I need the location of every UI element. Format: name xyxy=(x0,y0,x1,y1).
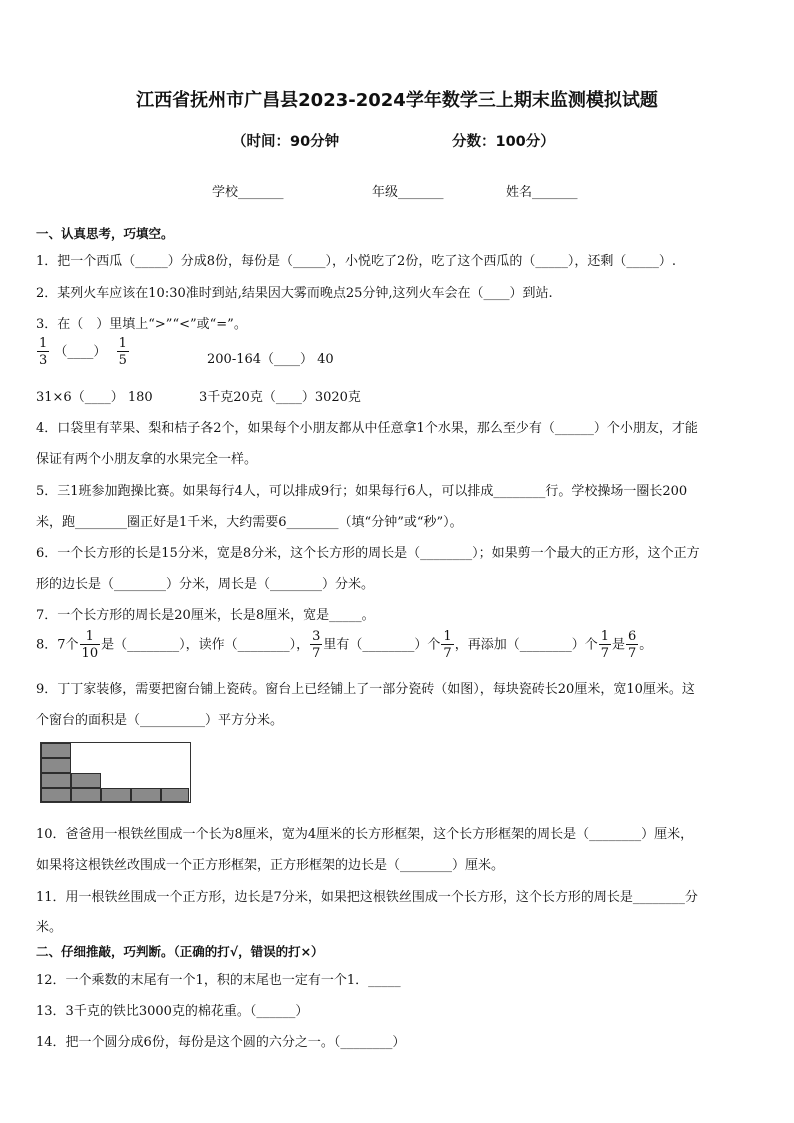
fraction-numerator: 6 xyxy=(628,629,637,644)
fraction-numerator: 1 xyxy=(443,629,452,644)
question-6-line-2: 形的边长是（________）分米，周长是（________）分米。 xyxy=(36,577,375,592)
fraction-denominator: 7 xyxy=(312,646,321,661)
answer-blank: （____） xyxy=(54,344,107,360)
windowsill-tile-figure xyxy=(40,742,191,803)
section-heading: 二、仔细推敲，巧判断。（正确的打√，错误的打×） xyxy=(36,944,324,959)
fraction-denominator: 7 xyxy=(628,646,637,661)
question-3-row-1 xyxy=(36,337,130,367)
question-11-line-2: 米。 xyxy=(36,920,63,935)
question-9-line-1: 9．丁丁家装修，需要把窗台铺上瓷砖。窗台上已经铺上了一部分瓷砖（如图），每块瓷砖长20厘米，宽10厘米。这 xyxy=(36,682,695,697)
fraction-numerator: 1 xyxy=(600,629,609,644)
question-5-line-2: 米，跑________圈正好是1千米，大约需要6________（填“分钟”或“秒”）。 xyxy=(36,515,463,530)
tile xyxy=(161,788,189,802)
question-14: 14．把一个圆分成6份，每份是这个圆的六分之一。（________） xyxy=(36,1035,406,1050)
fraction xyxy=(80,630,101,660)
comparison-expression: 3千克20克（____）3020克 xyxy=(199,390,361,405)
school-field: 学校_______ xyxy=(212,185,284,200)
fraction-denominator: 10 xyxy=(81,646,99,661)
question-3: 3．在（ ）里填上“>”“<”或“=”。 xyxy=(36,317,247,332)
question-11-line-1: 11．用一根铁丝围成一个正方形，边长是7分米，如果把这根铁丝围成一个长方形，这个长方形的周长是________分 xyxy=(36,890,698,905)
page-title: 江西省抚州市广昌县2023-2024学年数学三上期末监测模拟试题 xyxy=(136,90,658,111)
tile xyxy=(41,758,71,773)
fraction-denominator: 7 xyxy=(600,646,609,661)
question-4-line-2: 保证有两个小朋友拿的水果完全一样。 xyxy=(36,452,258,467)
question-10-line-1: 10．爸爸用一根铁丝围成一个长为8厘米，宽为4厘米的长方形框架，这个长方形框架的周长是（________）厘米， xyxy=(36,827,694,842)
question-10-line-2: 如果将这根铁丝改围成一个正方形框架，正方形框架的边长是（________）厘米。 xyxy=(36,858,505,873)
section-heading: 一、认真思考，巧填空。 xyxy=(36,226,174,241)
tile xyxy=(131,788,161,802)
question-9-line-2: 个窗台的面积是（__________）平方分米。 xyxy=(36,713,284,728)
fraction-denominator: 3 xyxy=(39,353,48,368)
tile xyxy=(41,773,71,788)
tile xyxy=(71,773,101,788)
question-8 xyxy=(36,630,652,660)
question-6-line-1: 6．一个长方形的长是15分米，宽是8分米，这个长方形的周长是（________）；如果剪一个最大的正方形，这个正方 xyxy=(36,546,700,561)
fraction-denominator: 7 xyxy=(443,646,452,661)
fraction-numerator: 1 xyxy=(118,336,127,351)
fraction-numerator: 3 xyxy=(312,629,321,644)
tile xyxy=(41,743,71,758)
tile xyxy=(101,788,131,802)
fraction xyxy=(117,337,129,367)
comparison-expression: 31×6（____） 180 xyxy=(36,390,153,405)
question-5-line-1: 5．三1班参加跑操比赛。如果每行4人，可以排成9行；如果每行6人，可以排成________行。学校操场一圈长200 xyxy=(36,484,688,499)
tile xyxy=(41,788,71,802)
grade-field: 年级_______ xyxy=(372,185,444,200)
fraction xyxy=(441,630,453,660)
question-4-line-1: 4．口袋里有苹果、梨和桔子各2个，如果每个小朋友都从中任意拿1个水果，那么至少有（______）个小朋友，才能 xyxy=(36,421,698,436)
fraction-denominator: 5 xyxy=(118,353,127,368)
question-12: 12．一个乘数的末尾有一个1，积的末尾也一定有一个1．_____ xyxy=(36,973,401,988)
exam-time: （时间：90分钟 xyxy=(232,134,340,150)
fraction-numerator: 1 xyxy=(80,630,101,645)
fraction xyxy=(310,630,322,660)
name-field: 姓名_______ xyxy=(506,185,578,200)
comparison-expression: 200-164（____） 40 xyxy=(207,352,334,367)
fraction xyxy=(626,630,638,660)
fraction-numerator: 1 xyxy=(39,336,48,351)
question-13: 13．3千克的铁比3000克的棉花重。（______） xyxy=(36,1004,309,1019)
question-2: 2．某列火车应该在10:30准时到站,结果因大雾而晚点25分钟,这列火车会在（____）到站. xyxy=(36,286,553,301)
exam-score: 分数：100分） xyxy=(452,134,555,150)
question-8-text: 是（________），读作（________）， xyxy=(101,637,310,653)
fraction xyxy=(599,630,611,660)
question-7: 7．一个长方形的周长是20厘米，长是8厘米，宽是_____。 xyxy=(36,608,375,623)
question-1: 1．把一个西瓜（_____）分成8份，每份是（_____），小悦吃了2份，吃了这个西瓜的（_____），还剩（_____）. xyxy=(36,254,676,269)
question-8-text: 里有（________）个 xyxy=(323,637,441,653)
tile xyxy=(71,788,101,802)
question-8-text: ，再添加（________）个 xyxy=(454,637,598,653)
fraction xyxy=(37,337,49,367)
question-8-text: 是 xyxy=(611,637,625,653)
question-8-text: 。 xyxy=(639,637,653,653)
question-8-text: 8．7个 xyxy=(36,637,79,653)
